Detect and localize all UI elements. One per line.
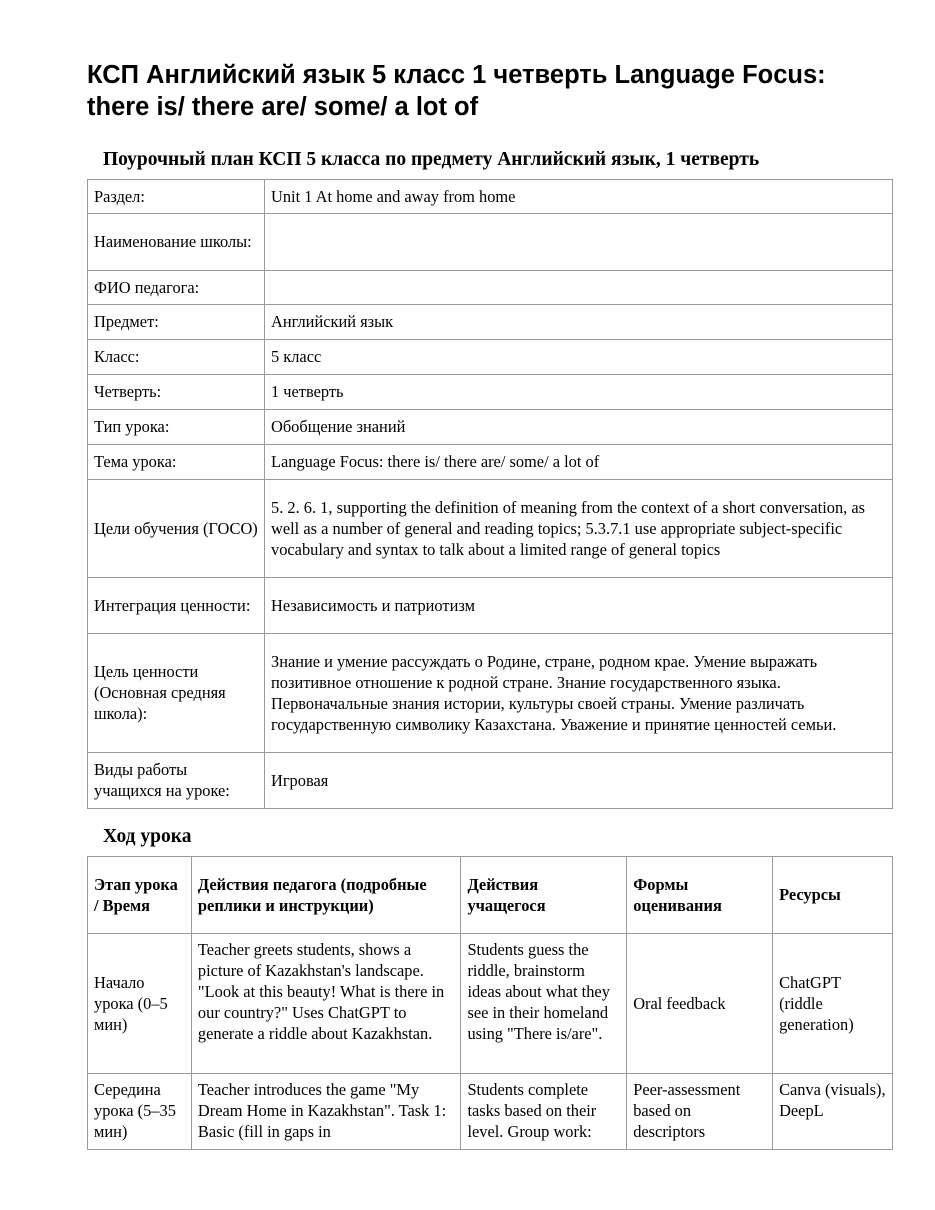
info-label: Четверть: [88, 375, 265, 410]
lesson-progress-heading: Ход урока [103, 826, 192, 847]
resources-cell: ChatGPT (riddle generation) [773, 934, 893, 1074]
info-label: Цель ценности (Основная средняя школа): [88, 634, 265, 753]
info-value: Обобщение знаний [265, 410, 893, 445]
info-value: Unit 1 At home and away from home [265, 180, 893, 214]
assessment-cell: Peer-assessment based on descriptors [627, 1074, 773, 1150]
table-row [88, 410, 893, 445]
column-header-stage: Этап урока / Время [88, 857, 192, 934]
info-label: Тип урока: [88, 410, 265, 445]
table-row [88, 1074, 893, 1150]
stage-cell: Начало урока (0–5 мин) [88, 934, 192, 1074]
info-label: Класс: [88, 340, 265, 375]
table-row [88, 934, 893, 1074]
table-row [88, 634, 893, 753]
info-label: ФИО педагога: [88, 271, 265, 305]
column-header-teacher-actions: Действия педагога (подробные реплики и инструкции) [191, 857, 461, 934]
table-row [88, 753, 893, 809]
table-row [88, 271, 893, 305]
info-value: Знание и умение рассуждать о Родине, стране, родном крае. Умение выражать позитивное отношение к родной стране. Знание государственного языка. Первоначальные знания истории, культуры своей страны. Умение различать государственную символику Казахстана. Уважение и принятие ценностей семьи. [265, 634, 893, 753]
info-value: Независимость и патриотизм [265, 578, 893, 634]
info-value [265, 214, 893, 271]
student-actions-cell: Students complete tasks based on their level. Group work: [461, 1074, 627, 1150]
info-label: Наименование школы: [88, 214, 265, 271]
info-value: Английский язык [265, 305, 893, 340]
info-label: Тема урока: [88, 445, 265, 480]
table-row [88, 480, 893, 578]
info-value: Игровая [265, 753, 893, 809]
info-label: Виды работы учащихся на уроке: [88, 753, 265, 809]
assessment-cell: Oral feedback [627, 934, 773, 1074]
column-header-student-actions: Действия учащегося [461, 857, 627, 934]
table-row [88, 578, 893, 634]
lesson-progress-table [87, 856, 893, 1150]
table-row [88, 180, 893, 214]
stage-cell: Середина урока (5–35 мин) [88, 1074, 192, 1150]
lesson-info-table [87, 179, 893, 809]
info-label: Цели обучения (ГОСО) [88, 480, 265, 578]
info-value: 1 четверть [265, 375, 893, 410]
table-row [88, 340, 893, 375]
column-header-resources: Ресурсы [773, 857, 893, 934]
student-actions-cell: Students guess the riddle, brainstorm ideas about what they see in their homeland using "There is/are". [461, 934, 627, 1074]
document-title: КСП Английский язык 5 класс 1 четверть Language Focus: there is/ there are/ some/ a lot of [87, 61, 826, 121]
info-value [265, 271, 893, 305]
table-header-row [88, 857, 893, 934]
info-label: Интеграция ценности: [88, 578, 265, 634]
info-value: 5 класс [265, 340, 893, 375]
teacher-actions-cell: Teacher introduces the game "My Dream Home in Kazakhstan". Task 1: Basic (fill in gaps in [191, 1074, 461, 1150]
table-row [88, 375, 893, 410]
teacher-actions-cell: Teacher greets students, shows a picture of Kazakhstan's landscape. "Look at this beauty! What is there in our country?" Uses ChatGPT to generate a riddle about Kazakhstan. [191, 934, 461, 1074]
table-row [88, 214, 893, 271]
resources-cell: Canva (visuals), DeepL [773, 1074, 893, 1150]
plan-heading: Поурочный план КСП 5 класса по предмету Английский язык, 1 четверть [103, 149, 760, 170]
info-label: Раздел: [88, 180, 265, 214]
column-header-assessment: Формы оценивания [627, 857, 773, 934]
document-page [87, 0, 893, 1150]
info-label: Предмет: [88, 305, 265, 340]
table-row [88, 445, 893, 480]
table-row [88, 305, 893, 340]
info-value: 5. 2. 6. 1, supporting the definition of meaning from the context of a short conversation, as well as a number of general and reading topics; 5.3.7.1 use appropriate subject-specific vocabulary and syntax to talk about a limited range of general topics [265, 480, 893, 578]
info-value: Language Focus: there is/ there are/ some/ a lot of [265, 445, 893, 480]
